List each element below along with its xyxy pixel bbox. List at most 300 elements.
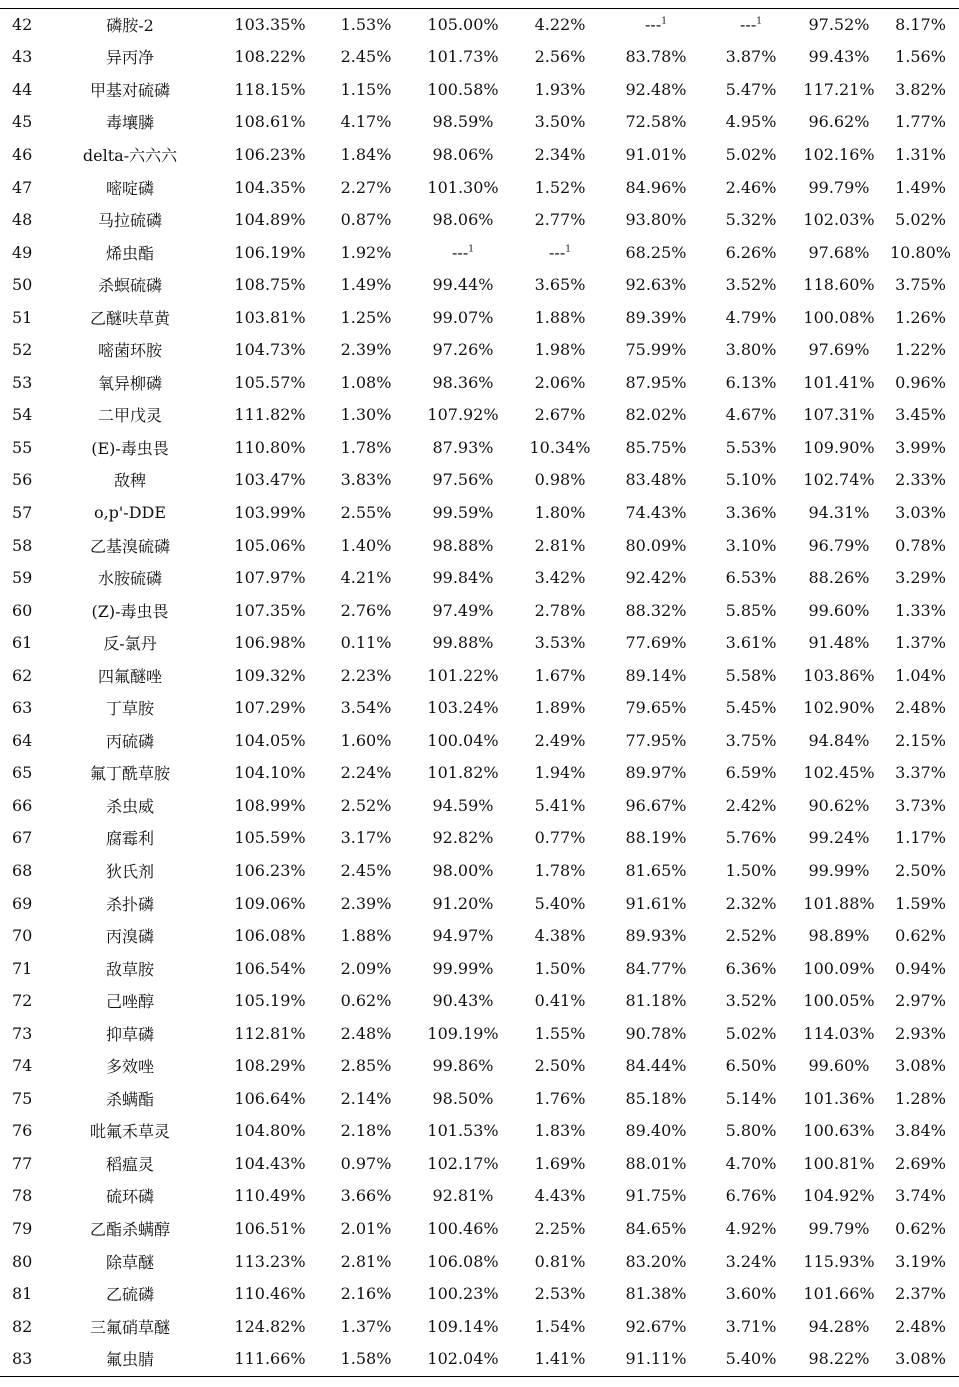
value-cell <box>412 399 514 432</box>
value-cell <box>220 659 320 692</box>
cell-value: 3.17% <box>340 828 392 848</box>
cell-value: 6.13% <box>725 372 777 392</box>
value-cell <box>706 301 796 334</box>
cell-value: 1.33% <box>895 600 946 620</box>
value-cell <box>606 529 706 562</box>
table-row <box>0 41 959 74</box>
value-cell <box>796 496 882 529</box>
value-cell <box>796 333 882 366</box>
cell-value: 83.48% <box>625 470 687 490</box>
compound-name: 敌草胺 <box>105 959 154 979</box>
value-cell <box>706 854 796 887</box>
cell-value: 5.02% <box>895 210 946 230</box>
value-cell <box>514 1245 606 1278</box>
cell-value: 91.75% <box>625 1186 687 1206</box>
cell-value: 2.25% <box>534 1219 586 1238</box>
cell-value: 104.89% <box>234 210 306 230</box>
value-cell <box>514 1212 606 1245</box>
value-cell <box>706 691 796 724</box>
value-cell <box>882 1082 959 1115</box>
value-cell <box>320 431 412 464</box>
value-cell <box>796 1342 882 1375</box>
cell-value: 101.53% <box>427 1121 499 1141</box>
cell-value: 99.24% <box>808 828 870 848</box>
cell-value: 2.85% <box>340 1056 392 1076</box>
cell-value: 0.62% <box>340 991 392 1011</box>
cell-value: 1.59% <box>895 893 946 913</box>
value-cell <box>220 1277 320 1310</box>
value-cell <box>220 464 320 497</box>
cell-value: 97.69% <box>808 340 870 360</box>
value-cell <box>514 1180 606 1213</box>
footnote-marker: 1 <box>756 16 762 27</box>
value-cell <box>606 73 706 106</box>
cell-value: 3.82% <box>895 79 946 99</box>
value-cell <box>412 73 514 106</box>
value-cell <box>706 236 796 269</box>
value-cell <box>514 496 606 529</box>
cell-value: 1.30% <box>340 405 392 425</box>
value-cell <box>882 854 959 887</box>
cell-value: 1.88% <box>534 307 586 327</box>
cell-value: 3.75% <box>725 730 777 750</box>
value-cell <box>320 73 412 106</box>
value-cell <box>412 1245 514 1278</box>
value-cell <box>796 952 882 985</box>
cell-value: 81.65% <box>625 860 687 880</box>
compound-name: 杀虫威 <box>105 796 154 816</box>
value-cell <box>796 1180 882 1213</box>
cell-value: 3.66% <box>340 1186 392 1206</box>
value-cell <box>796 171 882 204</box>
value-cell <box>606 854 706 887</box>
cell-value: 1.37% <box>895 633 946 653</box>
table-row <box>0 268 959 301</box>
cell-value: 98.88% <box>432 535 494 555</box>
compound-name: 氟虫腈 <box>105 1350 154 1370</box>
value-cell <box>796 854 882 887</box>
value-cell <box>706 984 796 1017</box>
cell-value: 113.23% <box>234 1251 306 1271</box>
table-row <box>0 496 959 529</box>
value-cell <box>220 41 320 74</box>
cell-value: 100.09% <box>803 958 875 978</box>
cell-value: 96.79% <box>808 535 870 555</box>
cell-value: 72.58% <box>625 112 687 132</box>
table-row <box>0 1017 959 1050</box>
cell-value: 5.14% <box>725 1088 777 1108</box>
value-cell <box>796 1245 882 1278</box>
cell-value: 91.20% <box>432 893 494 913</box>
compound-name: 氧异柳磷 <box>97 373 162 393</box>
table-row <box>0 822 959 855</box>
cell-value: 2.93% <box>895 1023 946 1043</box>
row-number: 62 <box>12 665 33 685</box>
value-cell <box>796 73 882 106</box>
value-cell <box>706 431 796 464</box>
cell-value: 92.63% <box>625 275 687 295</box>
value-cell <box>220 561 320 594</box>
cell-value: 103.86% <box>803 665 875 685</box>
value-cell <box>412 659 514 692</box>
cell-value: 104.35% <box>234 177 306 197</box>
compound-name: (E)-毒虫畏 <box>91 438 169 458</box>
row-number: 72 <box>12 991 33 1011</box>
table-row <box>0 659 959 692</box>
cell-value: 3.60% <box>725 1284 777 1304</box>
compound-name: 三氟硝草醚 <box>89 1317 170 1337</box>
value-cell <box>320 1310 412 1343</box>
value-cell <box>606 399 706 432</box>
cell-value: 101.41% <box>803 372 875 392</box>
cell-value: 102.03% <box>803 210 875 230</box>
cell-value: 1.93% <box>534 79 586 99</box>
value-cell <box>412 1212 514 1245</box>
row-number: 46 <box>12 144 33 164</box>
value-cell <box>220 333 320 366</box>
cell-value: 3.03% <box>895 502 946 522</box>
compound-name: 乙醚呋草黄 <box>89 308 170 328</box>
value-cell <box>606 496 706 529</box>
value-cell <box>706 399 796 432</box>
cell-value: 79.65% <box>625 698 687 718</box>
cell-value: 3.80% <box>725 340 777 360</box>
cell-value: 109.19% <box>427 1023 499 1043</box>
table-row <box>0 1147 959 1180</box>
cell-value: 105.06% <box>234 535 306 555</box>
row-number: 80 <box>12 1251 33 1271</box>
cell-value: 111.82% <box>234 405 306 425</box>
cell-value: 1.60% <box>340 730 392 750</box>
cell-value: 106.08% <box>427 1251 499 1271</box>
value-cell <box>412 1310 514 1343</box>
cell-value: 5.40% <box>725 1349 777 1369</box>
cell-value: 100.63% <box>803 1121 875 1141</box>
row-number: 70 <box>12 926 33 946</box>
value-cell <box>220 106 320 139</box>
value-cell <box>220 919 320 952</box>
cell-value: 3.37% <box>895 763 946 783</box>
value-cell <box>606 724 706 757</box>
cell-value: 104.73% <box>234 340 306 360</box>
value-cell <box>606 8 706 41</box>
value-cell <box>606 984 706 1017</box>
cell-value: 101.73% <box>427 47 499 67</box>
value-cell <box>796 106 882 139</box>
cell-value: 1.56% <box>895 47 946 67</box>
cell-value: 1.67% <box>534 665 586 685</box>
value-cell <box>220 236 320 269</box>
value-cell <box>220 1310 320 1343</box>
value-cell <box>796 1017 882 1050</box>
table-row <box>0 333 959 366</box>
value-cell <box>412 301 514 334</box>
cell-value: 5.58% <box>725 665 777 685</box>
table-row <box>0 236 959 269</box>
cell-value: 1.69% <box>534 1153 586 1173</box>
cell-value: 108.29% <box>234 1056 306 1076</box>
value-cell <box>882 236 959 269</box>
cell-value: 1.31% <box>895 144 946 164</box>
table-row <box>0 691 959 724</box>
cell-value: 89.97% <box>625 763 687 783</box>
row-number: 83 <box>12 1349 33 1369</box>
cell-value: 2.46% <box>725 177 777 197</box>
cell-value: 100.81% <box>803 1153 875 1173</box>
cell-value: 87.93% <box>432 437 494 457</box>
cell-value: 81.18% <box>625 991 687 1011</box>
compound-name: 吡氟禾草灵 <box>89 1122 170 1142</box>
value-cell <box>320 1147 412 1180</box>
cell-value: 1.78% <box>340 437 392 457</box>
value-cell <box>606 789 706 822</box>
value-cell <box>320 366 412 399</box>
row-number: 60 <box>12 600 33 620</box>
cell-value: 6.59% <box>725 763 777 783</box>
cell-value: 3.29% <box>895 568 946 588</box>
cell-value: 100.58% <box>427 79 499 99</box>
cell-value: 5.47% <box>725 79 777 99</box>
value-cell <box>606 1147 706 1180</box>
table-row <box>0 919 959 952</box>
value-cell <box>706 171 796 204</box>
cell-value: --- <box>740 14 757 34</box>
compound-name: 乙基溴硫磷 <box>89 536 170 556</box>
cell-value: 102.17% <box>427 1153 499 1173</box>
value-cell <box>882 691 959 724</box>
cell-value: 2.24% <box>340 763 392 783</box>
value-cell <box>706 1115 796 1148</box>
cell-value: 98.36% <box>432 372 494 392</box>
compound-name: 反-氯丹 <box>103 634 157 654</box>
cell-value: 2.15% <box>895 730 946 750</box>
value-cell <box>320 1017 412 1050</box>
cell-value: 106.64% <box>234 1088 306 1108</box>
cell-value: 104.92% <box>803 1186 875 1206</box>
value-cell <box>514 1342 606 1375</box>
cell-value: 91.48% <box>808 633 870 653</box>
value-cell <box>220 268 320 301</box>
value-cell <box>412 236 514 269</box>
value-cell <box>796 203 882 236</box>
table-row <box>0 984 959 1017</box>
cell-value: 2.06% <box>534 372 586 392</box>
cell-value: 4.79% <box>725 307 777 327</box>
value-cell <box>412 1050 514 1083</box>
table-body <box>0 8 959 1375</box>
value-cell <box>320 1342 412 1375</box>
row-number: 74 <box>12 1056 33 1076</box>
value-cell <box>606 464 706 497</box>
value-cell <box>606 366 706 399</box>
value-cell <box>412 8 514 41</box>
value-cell <box>606 41 706 74</box>
value-cell <box>796 757 882 790</box>
cell-value: 8.17% <box>895 14 946 34</box>
cell-value: 0.11% <box>340 633 392 653</box>
value-cell <box>320 691 412 724</box>
value-cell <box>220 431 320 464</box>
value-cell <box>882 561 959 594</box>
value-cell <box>220 1082 320 1115</box>
value-cell <box>514 594 606 627</box>
value-cell <box>320 203 412 236</box>
value-cell <box>706 1082 796 1115</box>
value-cell <box>514 1017 606 1050</box>
footnote-marker: 1 <box>565 244 571 255</box>
value-cell <box>514 138 606 171</box>
cell-value: 1.94% <box>534 763 586 783</box>
value-cell <box>412 464 514 497</box>
cell-value: 2.52% <box>725 926 777 946</box>
row-number: 66 <box>12 795 33 815</box>
value-cell <box>514 203 606 236</box>
compound-name: o,p'-DDE <box>93 502 167 522</box>
cell-value: 2.56% <box>534 47 586 67</box>
value-cell <box>796 1310 882 1343</box>
cell-value: 99.79% <box>808 1219 870 1238</box>
cell-value: 5.02% <box>725 144 777 164</box>
value-cell <box>882 724 959 757</box>
value-cell <box>220 496 320 529</box>
cell-value: 91.11% <box>625 1349 687 1369</box>
value-cell <box>882 496 959 529</box>
cell-value: 0.81% <box>534 1251 586 1271</box>
value-cell <box>514 464 606 497</box>
value-cell <box>412 268 514 301</box>
cell-value: 1.04% <box>895 665 946 685</box>
cell-value: 89.93% <box>625 926 687 946</box>
value-cell <box>514 73 606 106</box>
value-cell <box>882 399 959 432</box>
cell-value: 4.21% <box>340 568 392 588</box>
value-cell <box>220 529 320 562</box>
cell-value: 4.70% <box>725 1153 777 1173</box>
value-cell <box>412 171 514 204</box>
value-cell <box>514 952 606 985</box>
value-cell <box>706 1212 796 1245</box>
table-bottom-rule <box>0 1376 959 1377</box>
value-cell <box>796 919 882 952</box>
cell-value: 5.32% <box>725 210 777 230</box>
cell-value: 3.83% <box>340 470 392 490</box>
value-cell <box>706 887 796 920</box>
table-row <box>0 1082 959 1115</box>
value-cell <box>514 106 606 139</box>
value-cell <box>320 757 412 790</box>
cell-value: 80.09% <box>625 535 687 555</box>
value-cell <box>514 561 606 594</box>
cell-value: 2.97% <box>895 991 946 1011</box>
compound-name: 敌稗 <box>113 471 146 491</box>
compound-name: 二甲戊灵 <box>97 406 162 426</box>
compound-name: 水胺硫磷 <box>97 569 162 589</box>
value-cell <box>514 41 606 74</box>
cell-value: 90.62% <box>808 795 870 815</box>
value-cell <box>606 1180 706 1213</box>
value-cell <box>882 8 959 41</box>
recovery-data-table <box>0 8 959 1375</box>
cell-value: 1.83% <box>534 1121 586 1141</box>
cell-value: 118.15% <box>234 79 306 99</box>
value-cell <box>706 626 796 659</box>
value-cell <box>882 1212 959 1245</box>
row-number: 56 <box>12 470 33 490</box>
cell-value: 99.99% <box>808 860 870 880</box>
footnote-marker: 1 <box>468 244 474 255</box>
cell-value: 105.19% <box>234 991 306 1011</box>
compound-name: 毒壤膦 <box>105 113 154 133</box>
cell-value: 98.50% <box>432 1088 494 1108</box>
value-cell <box>514 431 606 464</box>
value-cell <box>882 887 959 920</box>
row-number: 47 <box>12 177 33 197</box>
value-cell <box>320 41 412 74</box>
value-cell <box>514 171 606 204</box>
cell-value: 91.61% <box>625 893 687 913</box>
cell-value: 2.50% <box>895 860 946 880</box>
value-cell <box>606 236 706 269</box>
cell-value: 108.99% <box>234 795 306 815</box>
value-cell <box>882 984 959 1017</box>
value-cell <box>412 1017 514 1050</box>
cell-value: 3.36% <box>725 502 777 522</box>
compound-name: 多效唑 <box>105 1057 154 1077</box>
value-cell <box>706 1180 796 1213</box>
value-cell <box>796 1115 882 1148</box>
row-number: 79 <box>12 1219 33 1238</box>
value-cell <box>606 333 706 366</box>
value-cell <box>706 464 796 497</box>
cell-value: 2.78% <box>534 600 586 620</box>
cell-value: 2.48% <box>895 698 946 718</box>
cell-value: 2.55% <box>340 502 392 522</box>
cell-value: 4.43% <box>534 1186 586 1206</box>
value-cell <box>882 41 959 74</box>
cell-value: 108.75% <box>234 275 306 295</box>
value-cell <box>320 984 412 1017</box>
value-cell <box>796 659 882 692</box>
cell-value: 100.08% <box>803 307 875 327</box>
row-number: 81 <box>12 1284 33 1304</box>
cell-value: 10.80% <box>889 242 951 262</box>
table-row <box>0 1212 959 1245</box>
cell-value: 88.19% <box>625 828 687 848</box>
cell-value: 103.24% <box>427 698 499 718</box>
row-number: 55 <box>12 437 33 457</box>
table-row <box>0 399 959 432</box>
cell-value: 3.08% <box>895 1056 946 1076</box>
row-number: 42 <box>12 14 33 34</box>
value-cell <box>220 366 320 399</box>
cell-value: 68.25% <box>625 242 687 262</box>
value-cell <box>706 1342 796 1375</box>
cell-value: 3.42% <box>534 568 586 588</box>
compound-name: 丙硫磷 <box>105 731 154 751</box>
cell-value: 99.79% <box>808 177 870 197</box>
cell-value: --- <box>452 242 469 262</box>
value-cell <box>220 952 320 985</box>
value-cell <box>796 984 882 1017</box>
cell-value: 106.23% <box>234 144 306 164</box>
value-cell <box>706 203 796 236</box>
value-cell <box>412 626 514 659</box>
row-number: 75 <box>12 1088 33 1108</box>
cell-value: 3.75% <box>895 275 946 295</box>
cell-value: 96.62% <box>808 112 870 132</box>
value-cell <box>320 1082 412 1115</box>
value-cell <box>412 822 514 855</box>
